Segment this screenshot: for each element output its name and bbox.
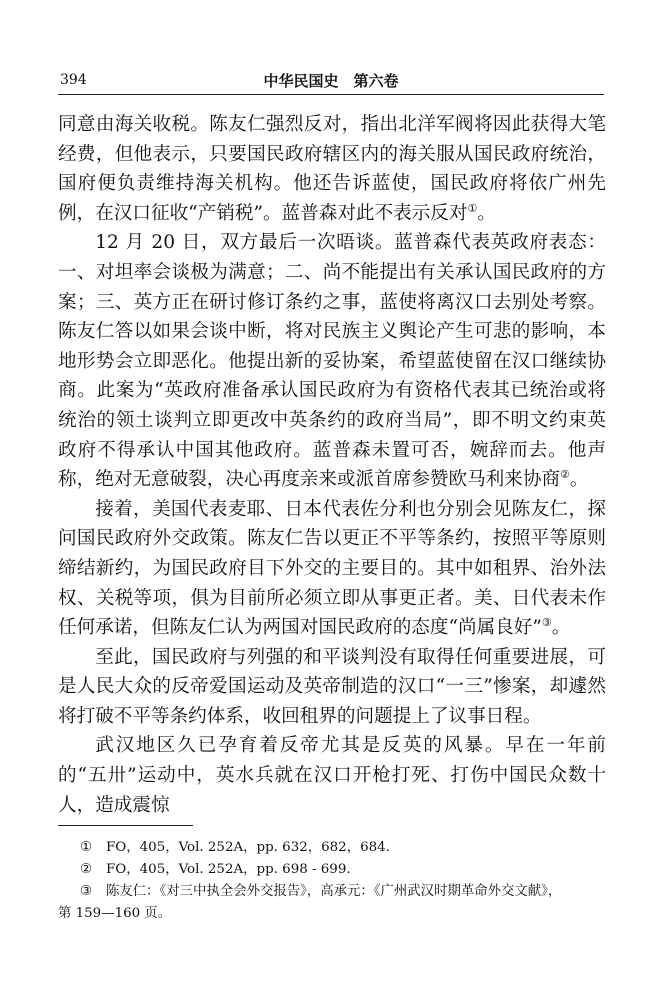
footnote [58,837,606,859]
footnote [58,859,606,881]
page-number: 394 [60,72,87,88]
footnote-divider [58,825,193,826]
footnote-text: FO，405，Vol. 252A，pp. 632，682，684. [106,840,390,855]
paragraph: 同意由海关收税。陈友仁强烈反对，指出北洋军阀将因此获得大笔经费，但他表示，只要国民政府辖区内的海关服从国民政府统治，国府便负责维持海关机构。他还告诉蓝使，国民政府将依广州先例，在汉口征收“产销税”。蓝普森对此不表示反对①。 [58,114,606,224]
paragraph-text: 武汉地区久已孕育着反帝尤其是反英的风暴。早在一年前的“五卅”运动中，英水兵就在汉口开枪打死、打伤中国民众数十人，造成震惊 [58,735,606,816]
footnote-text: 陈友仁：《对三中执全会外交报告》，高承元：《广州武汉时期革命外交文献》， [106,884,562,899]
paragraph [58,731,606,820]
paragraph-text: 接着，美国代表麦耶、日本代表佐分利也分别会见陈友仁，探问国民政府外交政策。陈友仁告以更正不平等条约，按照平等原则缔结新约，为国民政府目下外交的主要目的。其中如租界、治外法权、关税等项，俱为目前所必须立即从事更正者。美、日代表未作任何承诺，但陈友仁认为两国对国民政府的态度“尚属良好” [58,498,606,639]
paragraph [58,495,606,643]
footnote-mark: ③ [80,884,93,899]
footnote-text: FO，405，Vol. 252A，pp. 698 - 699. [106,862,351,877]
footnote-continuation: 第 159—160 页。 [58,906,172,921]
paragraph-text: 12 月 20 日，双方最后一次晤谈。蓝普森代表英政府表态：一、对坦率会谈极为满意；二、尚不能提出有关承认国民政府的方案；三、英方正在研讨修订条约之事，蓝使将离汉口去别处考察。陈友仁答以如果会谈中断，将对民族主义舆论产生可悲的影响，本地形势会立即恶化。他提出新的妥协案，希望蓝使留在汉口继续协商。此案为“英政府准备承认国民政府为有资格代表其已统治或将统治的领土谈判立即更改中英条约的政府当局”，即不明文约束英政府不得承认中国其他政府。蓝普森未置可否，婉辞而去。他声称，绝对无意破裂，决心再度亲来或派首席参赞欧马利来协商 [58,232,606,491]
footnote-ref: ③ [541,615,552,629]
paragraph-text: 至此，国民政府与列强的和平谈判没有取得任何重要进展，可是人民大众的反帝爱国运动及英帝制造的汉口“一三”惨案，却遽然将打破不平等条约体系，收回租界的问题提上了议事日程。 [58,646,606,727]
paragraph: 12 月 20 日，双方最后一次晤谈。蓝普森代表英政府表态：一、对坦率会谈极为满意；二、尚不能提出有关承认国民政府的方案；三、英方正在研讨修订条约之事，蓝使将离汉口去别处考察。陈友仁答以如果会谈中断，将对民族主义舆论产生可悲的影响，本地形势会立即恶化。他提出新的妥协案，希望蓝使留在汉口继续协商。此案为“英政府准备承认国民政府为有资格代表其已统治或将统治的领土谈判立即更改中英条约的政府当局”，即不明文约束英政府不得承认中国其他政府。蓝普森未置可否，婉辞而去。他声称，绝对无意破裂，决心再度亲来或派首席参赞欧马利来协商②。 [58,232,606,491]
paragraph [58,643,606,732]
paragraph-tail: 。 [551,617,571,639]
page-header [58,70,604,95]
body-text [58,110,606,820]
footnote-ref: ① [467,201,478,215]
running-title: 中华民国史 第六卷 [263,72,399,90]
footnotes [58,837,606,925]
footnote-ref: ② [560,467,570,481]
footnote-mark: ① [80,840,93,855]
paragraph-text: 同意由海关收税。陈友仁强烈反对，指出北洋军阀将因此获得大笔经费，但他表示，只要国民政府辖区内的海关服从国民政府统治，国府便负责维持海关机构。他还告诉蓝使，国民政府将依广州先例，在汉口征收“产销税”。蓝普森对此不表示反对 [58,114,606,224]
footnote-mark: ② [80,862,93,877]
footnote [58,881,606,903]
